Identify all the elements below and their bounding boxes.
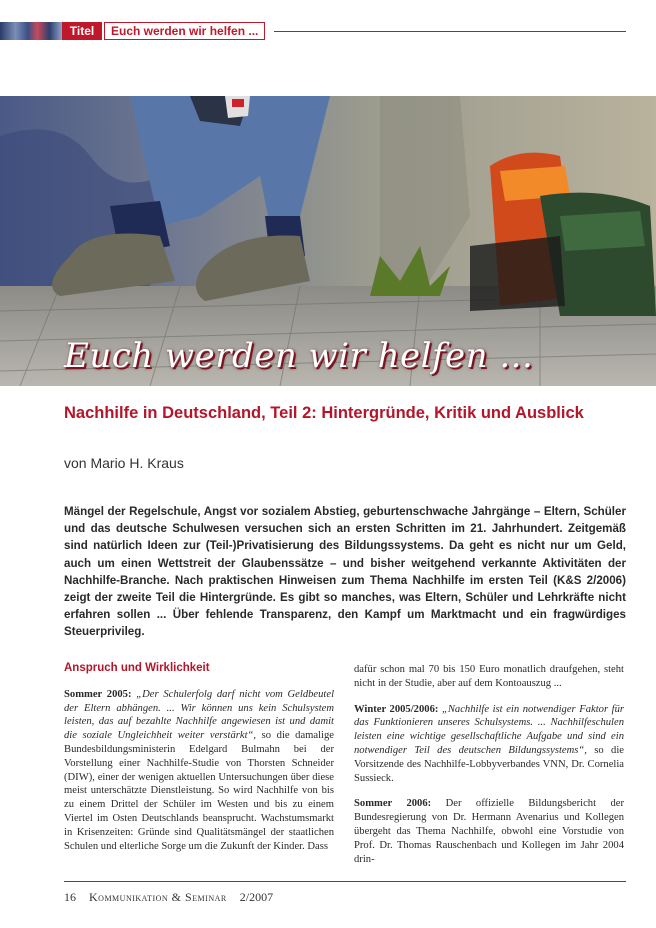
footer-rule xyxy=(64,881,626,882)
section-heading: Anspruch und Wirklichkeit xyxy=(64,662,210,674)
byline: von Mario H. Kraus xyxy=(64,455,184,471)
paragraph-label: Sommer 2005: xyxy=(64,688,132,700)
paragraph-sommer-2005 xyxy=(64,688,334,854)
paragraph-text: so die damalige Bundesbildungsministerin Edelgard Bulmahn bei der Vorstellung einer Nachhilfe-Studie von Thorsten Schneider (DIW), einer der wenigen aktuellen Untersuchungen über diese meist unterschätzte Dienstleistung. So wird Nachhilfe von bis zu einem Drittel der Schüler im Westen und bis zu einem Viertel im Osten Deutschlands beansprucht. Wachstumsmarkt in Krisenzeiten: Gründe sind Qualitätsmängel der staatlichen Schulen und elterliche Sorge um die Zukunft der Kinder. Dass xyxy=(64,730,334,852)
paragraph-sommer-2006 xyxy=(354,797,624,866)
paragraph-text: so die Vorsitzende des Nachhilfe-Lobbyverbandes VNN, Dr. Cornelia Sussieck. xyxy=(354,744,624,784)
paragraph-winter-2005 xyxy=(354,703,624,786)
page-number: 16 xyxy=(64,890,76,904)
issue-number: 2/2007 xyxy=(239,890,274,904)
paragraph-label: Sommer 2006: xyxy=(354,798,432,810)
running-title: Euch werden wir helfen ... xyxy=(104,22,265,40)
header-rule xyxy=(274,31,626,32)
section-label: Titel xyxy=(62,22,102,40)
column-left xyxy=(64,660,334,865)
hero-title: Euch werden wir helfen ... xyxy=(64,336,534,376)
header-image-strip xyxy=(0,22,62,40)
article-subtitle: Nachhilfe in Deutschland, Teil 2: Hintergründe, Kritik und Ausblick xyxy=(64,404,584,422)
paragraph-text: Der offizielle Bildungsbericht der Bundesregierung von Dr. Hermann Avenarius und Kollegen übergeht das Thema Nachhilfe, obwohl eine Vorstudie von Prof. Dr. Thomas Rauschenbach und Kollegen im Jahr 2004 drin- xyxy=(354,798,624,865)
column-right xyxy=(354,663,624,878)
paragraph-continuation: dafür schon mal 70 bis 150 Euro monatlich draufgehen, steht nicht in der Studie, aber auf dem Kontoauszug ... xyxy=(354,664,624,689)
lead-paragraph: Mängel der Regelschule, Angst vor sozialem Abstieg, geburtenschwache Jahrgänge – Eltern, Schüler und das deutsche Schulwesen versuchen sich an ersten Schritten im 21. Jahrhundert. Zeitgemäß sind natürlich Ideen zur (Teil-)Privatisierung des Bildungssystems. Da geht es nicht nur um Geld, auch um einen Wettstreit der Glaubenssätze – und bisher weitgehend verkannte Aktivitäten der Nachhilfe-Branche. Nach praktischen Hinweisen zum Thema Nachhilfe im ersten Teil (K&S 2/2006) zeigt der zweite Teil die Hintergründe. Es gibt so manches, was Eltern, Schüler und Lehrkräfte nicht erfahren sollen ... Über fehlende Transparenz, den Kampf um Marktmacht und ein fragwürdiges Steuerprivileg. xyxy=(64,505,626,639)
paragraph-label: Winter 2005/2006: xyxy=(354,703,439,715)
quote: „Der Schulerfolg darf nicht vom Geldbeutel der Eltern abhängen. ... Wir können uns kein Schulsystem leisten, das auf bezahlte Nachhilfe angewiesen ist und damit die soziale Ungleichheit weiter verstärkt“, xyxy=(64,688,335,742)
page-footer xyxy=(64,890,273,905)
magazine-name: Kommunikation & Seminar xyxy=(89,890,227,904)
quote: „Nachhilfe ist ein notwendiger Faktor für das Funktionieren unseres Schulsystems. ... Nachhilfeschulen leisten eine wichtige gesellschaftliche Aufgabe und sind ein notwendiger Teil des deutschen Bildungssystems“, xyxy=(354,703,624,756)
